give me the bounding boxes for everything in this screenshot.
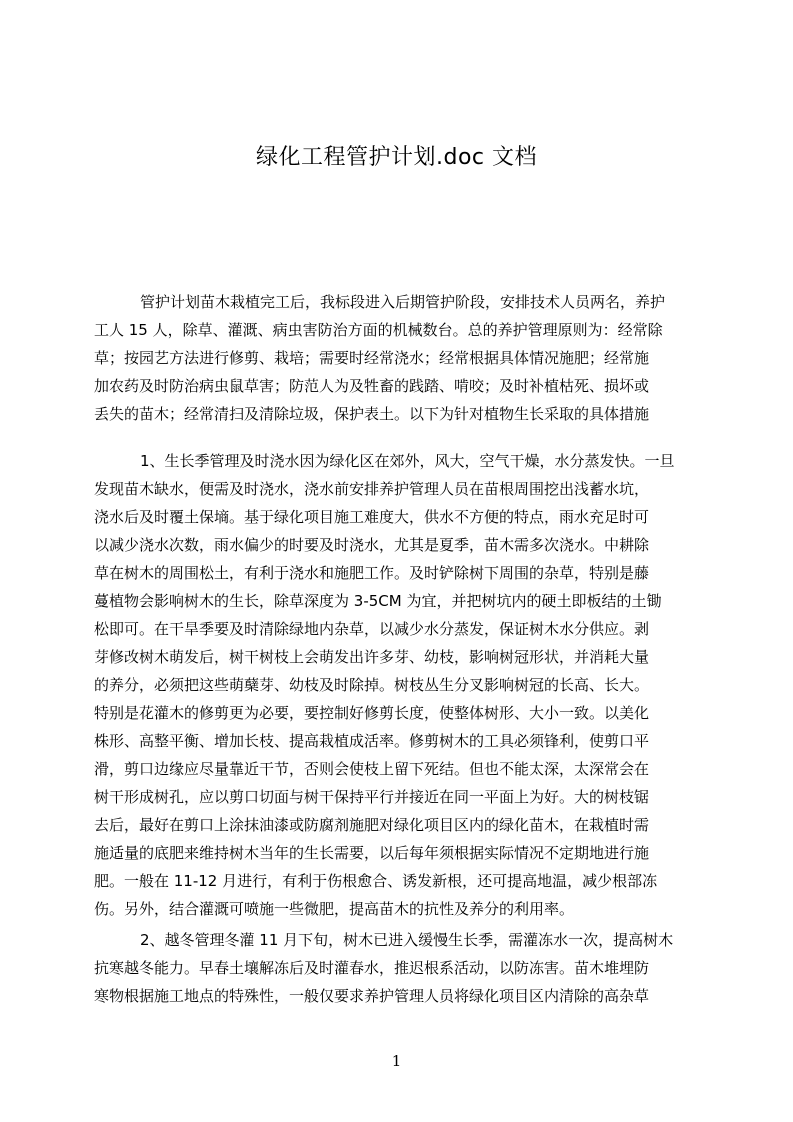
text-line: 特别是花灌木的修剪更为必要，要控制好修剪长度，使整体树形、大小一致。以美化 [94,704,650,722]
text-line: 浇水后及时覆土保墒。基于绿化项目施工难度大，供水不方便的特点，雨水充足时可 [94,508,650,526]
text-line: 芽修改树木萌发后，树干树枝上会萌发出许多芽、幼枝，影响树冠形状，并消耗大量 [94,648,650,666]
text-line: 松即可。在干旱季要及时清除绿地内杂草，以减少水分蒸发，保证树木水分供应。剥 [94,620,650,638]
text-line: 2、越冬管理冬灌 11 月下旬，树木已进入缓慢生长季，需灌冻水一次，提高树木 [140,931,674,949]
text-line: 抗寒越冬能力。早春土壤解冻后及时灌春水，推迟根系活动，以防冻害。苗木堆埋防 [94,959,650,977]
page-number: 1 [391,1052,402,1070]
text-line: 1、生长季管理及时浇水因为绿化区在郊外，风大，空气干燥，水分蒸发快。一旦 [140,452,675,470]
paragraph-intro [94,288,734,428]
text-line: 伤。另外，结合灌溉可喷施一些微肥，提高苗木的抗性及养分的利用率。 [94,900,575,918]
text-line: 滑，剪口边缘应尽量靠近干节，否则会使枝上留下死结。但也不能太深，太深常会在 [94,760,650,778]
text-line: 去后，最好在剪口上涂抹油漆或防腐剂施肥对绿化项目区内的绿化苗木，在栽植时需 [94,816,650,834]
text-line: 工人 15 人，除草、灌溉、病虫害防治方面的机械数台。总的养护管理原则为：经常除 [94,321,663,339]
text-line: 蔓植物会影响树木的生长，除草深度为 3-5CM 为宜，并把树坑内的硬土即板结的土锄 [94,592,662,610]
text-line: 发现苗木缺水，便需及时浇水，浇水前安排养护管理人员在苗根周围挖出浅蓄水坑， [94,480,650,498]
text-line: 丢失的苗木；经常清扫及清除垃圾，保护表土。以下为针对植物生长采取的具体措施 [94,405,650,423]
text-line: 草在树木的周围松土，有利于浇水和施肥工作。及时铲除树下周围的杂草，特别是藤 [94,564,650,582]
paragraph-growing-season [94,447,734,923]
paragraph-winter [94,926,734,1010]
text-line: 树干形成树孔，应以剪口切面与树干保持平行并接近在同一平面上为好。大的树枝锯 [94,788,650,806]
text-line: 肥。一般在 11-12 月进行，有利于伤根愈合、诱发新根，还可提高地温，减少根部冻 [94,872,658,890]
text-line: 寒物根据施工地点的特殊性，一般仅要求养护管理人员将绿化项目区内清除的高杂草 [94,987,650,1005]
text-line: 株形、高整平衡、增加长枝、提高栽植成活率。修剪树木的工具必须锋利，使剪口平 [94,732,650,750]
text-line: 以减少浇水次数，雨水偏少的时要及时浇水，尤其是夏季，苗木需多次浇水。中耕除 [94,536,650,554]
text-line: 施适量的底肥来维持树木当年的生长需要，以后每年须根据实际情况不定期地进行施 [94,844,650,862]
text-line: 的养分，必须把这些萌蘖芽、幼枝及时除掉。树枝丛生分叉影响树冠的长高、长大。 [94,676,650,694]
text-line: 加农药及时防治病虫鼠草害；防范人为及牲畜的践踏、啃咬；及时补植枯死、损坏或 [94,377,650,395]
document-title: 绿化工程管护计划.doc 文档 [255,145,537,170]
text-line: 草；按园艺方法进行修剪、栽培；需要时经常浇水；经常根据具体情况施肥；经常施 [94,349,650,367]
text-line: 管护计划苗木栽植完工后，我标段进入后期管护阶段，安排技术人员两名，养护 [140,293,666,311]
